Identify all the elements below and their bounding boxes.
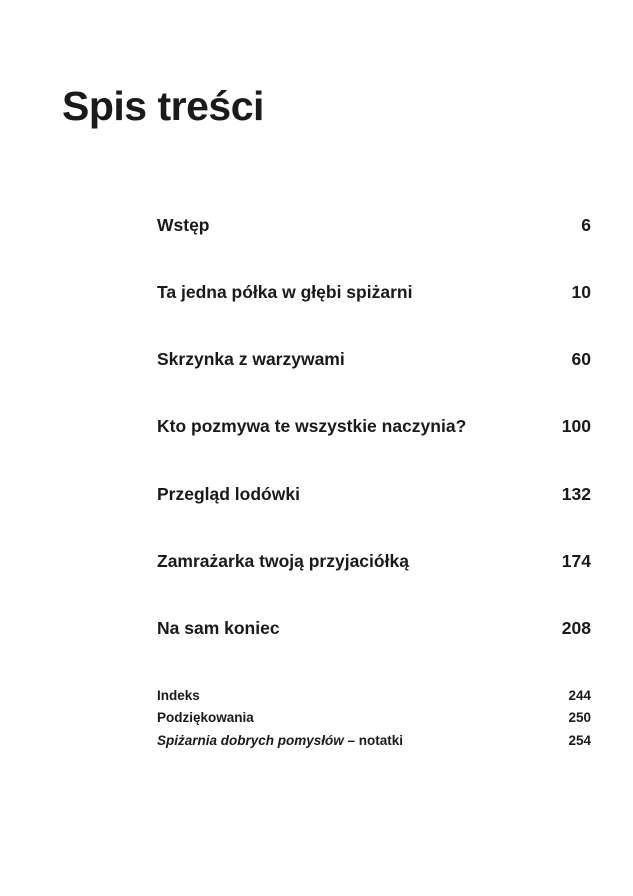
table-of-contents <box>157 0 591 896</box>
toc-entry-wstep <box>157 213 591 237</box>
toc-entry-naczynia <box>157 414 591 438</box>
toc-backmatter-indeks <box>157 686 591 704</box>
toc-entry-title: Wstęp <box>157 214 210 235</box>
toc-entry-page: 6 <box>581 214 591 235</box>
toc-entry-page: 132 <box>561 483 591 504</box>
toc-entry-title: Na sam koniec <box>157 617 280 638</box>
toc-entry-page: 10 <box>571 281 591 302</box>
toc-entry-title-rest: – notatki <box>343 732 404 748</box>
toc-entry-page: 250 <box>568 709 591 725</box>
toc-entry-lodowka <box>157 482 591 506</box>
toc-entry-koniec <box>157 616 591 640</box>
toc-entry-title: Przegląd lodówki <box>157 483 300 504</box>
toc-entry-page: 100 <box>561 415 591 436</box>
toc-entry-title: Skrzynka z warzywami <box>157 348 345 369</box>
toc-entry-title: Ta jedna półka w głębi spiżarni <box>157 281 413 302</box>
toc-backmatter-notatki <box>157 731 591 749</box>
toc-entry-page: 254 <box>568 732 591 748</box>
toc-entry-polka <box>157 280 591 304</box>
toc-entry-title: Kto pozmywa te wszystkie naczynia? <box>157 415 467 436</box>
toc-backmatter-podziekowania <box>157 708 591 726</box>
toc-entry-title <box>157 733 403 748</box>
toc-entry-title-italic: Spiżarnia dobrych pomysłów <box>157 732 344 748</box>
toc-entry-zamrazarka <box>157 549 591 573</box>
toc-entry-page: 174 <box>561 550 591 571</box>
toc-entry-skrzynka <box>157 347 591 371</box>
toc-entry-page: 208 <box>561 617 591 638</box>
toc-entry-page: 60 <box>571 348 591 369</box>
toc-entry-page: 244 <box>568 687 591 703</box>
toc-entry-title: Zamrażarka twoją przyjaciółką <box>157 550 409 571</box>
toc-entry-title: Podziękowania <box>157 709 254 725</box>
toc-entry-title: Indeks <box>157 687 200 703</box>
page-title: Spis treści <box>62 83 264 129</box>
